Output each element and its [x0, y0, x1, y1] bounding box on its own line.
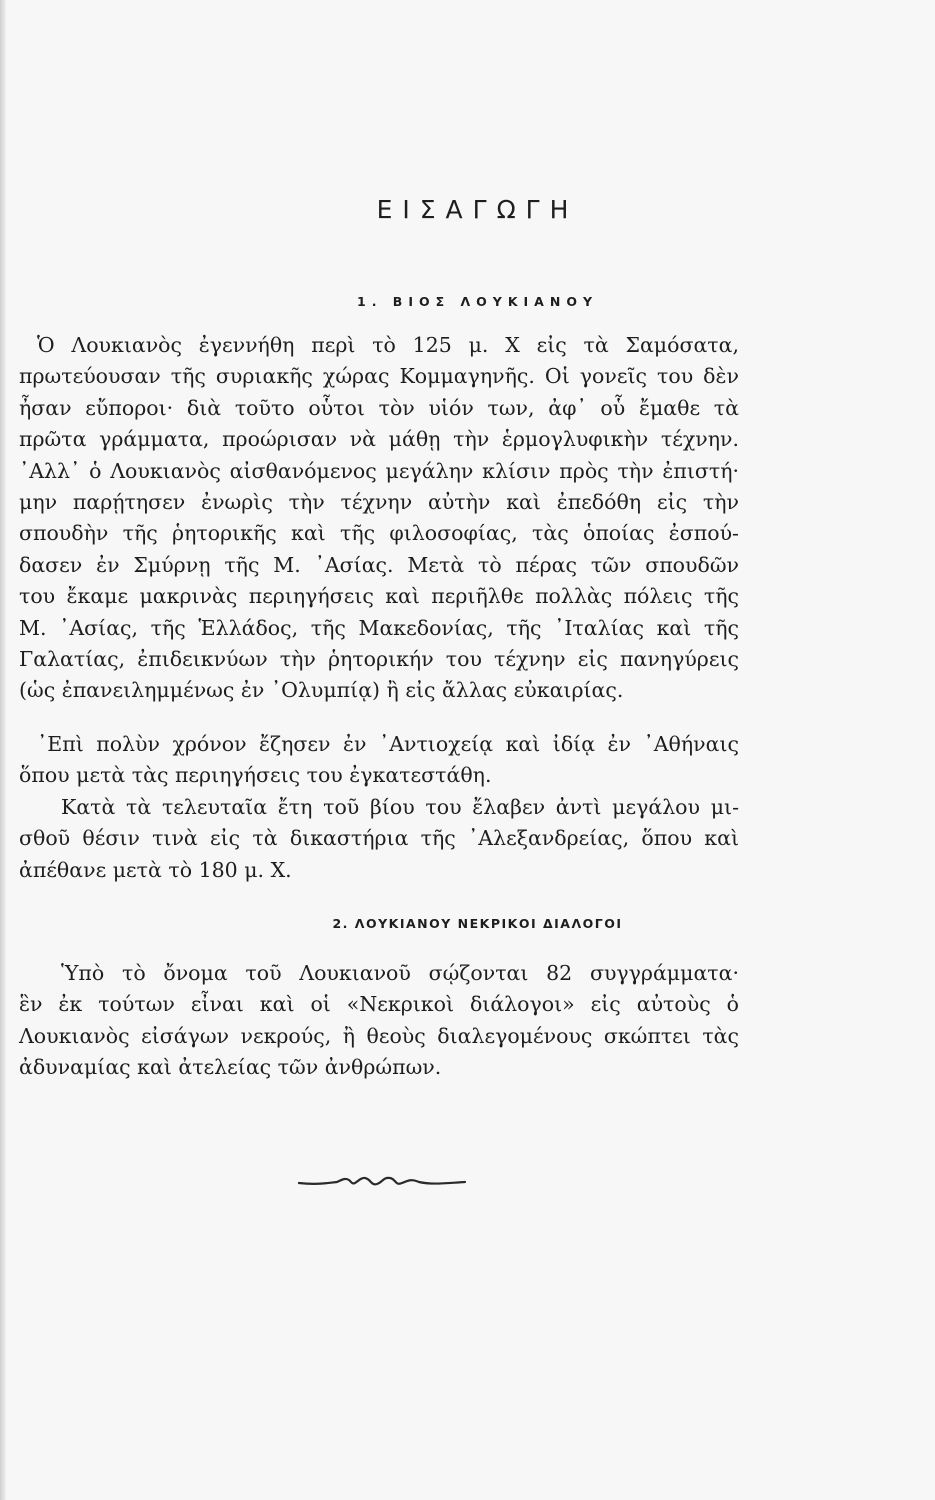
text-line: του ἔκαμε μακρινὰς περιηγήσεις καὶ περιῆλθε πολλὰς πόλεις τῆς [19, 584, 739, 609]
text-line: ᾽Αλλ᾽ ὁ Λουκιανὸς αἰσθανόμενος μεγάλην κλίσιν πρὸς τὴν ἐπιστή· [19, 458, 739, 483]
page-title: ΕΙΣΑΓΩΓΗ [376, 195, 579, 224]
text-line: πρῶτα γράμματα, προώρισαν νὰ μάθῃ τὴν ἑρμογλυφικὴν τέχνην. [19, 427, 739, 452]
text-line: ἦσαν εὔποροι· διὰ τοῦτο οὗτοι τὸν υἱόν των, ἀφ᾽ οὗ ἔμαθε τὰ [19, 395, 739, 420]
text-line: ἀπέθανε μετὰ τὸ 180 μ. Χ. [19, 857, 292, 882]
text-line: σπουδὴν τῆς ῥητορικῆς καὶ τῆς φιλοσοφίας, τὰς ὁποίας ἐσπού- [19, 521, 739, 546]
text-line: πρωτεύουσαν τῆς συριακῆς χώρας Κομμαγηνῆς. Οἱ γονεῖς του δὲν [19, 364, 739, 389]
text-line: Γαλατίας, ἐπιδεικνύων τὴν ῥητορικήν του τέχνην εἰς πανηγύρεις [19, 646, 739, 671]
text-line: ἀδυναμίας καὶ ἀτελείας τῶν ἀνθρώπων. [19, 1055, 442, 1080]
text-line: Λουκιανὸς εἰσάγων νεκρούς, ἢ θεοὺς διαλεγομένους σκώπτει τὰς [19, 1023, 739, 1048]
text-line: Ὑπὸ τὸ ὄνομα τοῦ Λουκιανοῦ σῴζονται 82 συγγράμματα· [61, 961, 739, 985]
text-line: (ὡς ἐπανειλημμένως ἐν ᾽Ολυμπίᾳ) ἢ εἰς ἄλλας εὐκαιρίας. [19, 678, 624, 703]
text-line: σθοῦ θέσιν τινὰ εἰς τὰ δικαστήρια τῆς ᾽Αλεξανδρείας, ὅπου καὶ [19, 826, 739, 851]
paragraph-dialogues-intro [19, 958, 739, 1084]
swash-ornament-icon [297, 1170, 467, 1194]
text-line: ἓν ἐκ τούτων εἶναι καὶ οἱ «Νεκρικοὶ διάλογοι» εἰς αὐτοὺς ὁ [19, 992, 739, 1017]
page-edge-shadow [0, 0, 6, 1500]
text-line: μην παρῄτησεν ἐνωρὶς τὴν τέχνην αὐτὴν καὶ ἐπεδόθη εἰς τὴν [19, 489, 739, 514]
paragraph-birth-and-studies [19, 330, 739, 707]
text-line: δασεν ἐν Σμύρνῃ τῆς Μ. ᾽Ασίας. Μετὰ τὸ πέρας τῶν σπουδῶν [19, 552, 739, 577]
text-line: Μ. ᾽Ασίας, τῆς Ἑλλάδος, τῆς Μακεδονίας, τῆς ᾽Ιταλίας καὶ τῆς [19, 615, 739, 640]
paragraph-later-years [19, 792, 739, 886]
paragraph-antioch-athens [19, 729, 739, 792]
section-heading-bios: 1. ΒΙΟΣ ΛΟΥΚΙΑΝΟΥ [357, 294, 598, 309]
text-line: ᾽Επὶ πολὺν χρόνον ἔζησεν ἐν ᾽Αντιοχείᾳ καὶ ἰδίᾳ ἐν ᾽Αθήναις [37, 732, 739, 756]
text-line: Κατὰ τὰ τελευταῖα ἔτη τοῦ βίου του ἔλαβεν ἀντὶ μεγάλου μι- [61, 795, 739, 819]
section-heading-dialogues: 2. ΛΟΥΚΙΑΝΟΥ ΝΕΚΡΙΚΟΙ ΔΙΑΛΟΓΟΙ [332, 916, 623, 931]
text-line: ὅπου μετὰ τὰς περιηγήσεις του ἐγκατεστάθη. [19, 763, 492, 788]
text-line: Ὁ Λουκιανὸς ἐγεννήθη περὶ τὸ 125 μ. Χ εἰς τὰ Σαμόσατα, [37, 333, 739, 357]
